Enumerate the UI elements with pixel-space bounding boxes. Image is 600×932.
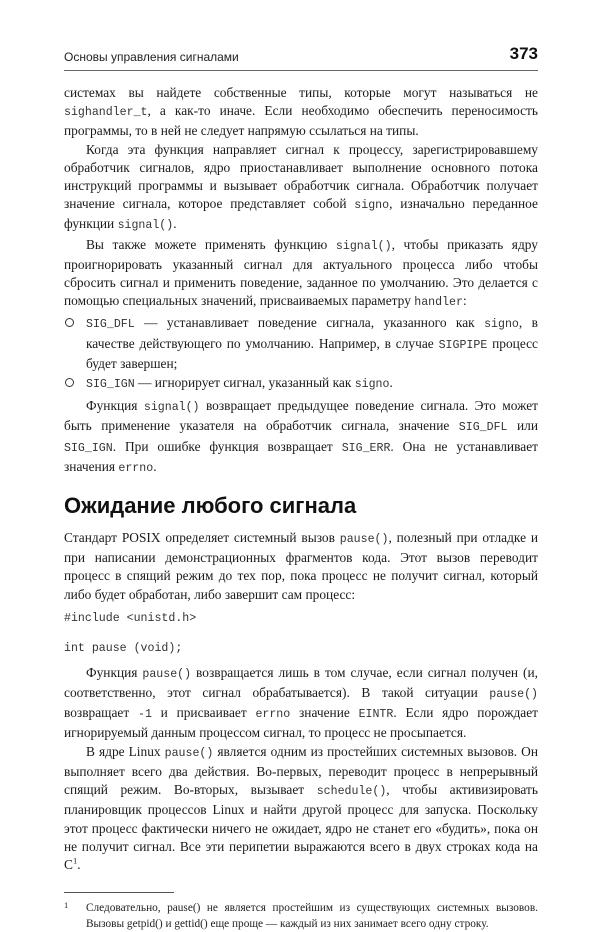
inline-code: SIGPIPE bbox=[438, 338, 488, 352]
text: . Она не устанавливает значения bbox=[64, 438, 538, 474]
text: — игнорирует сигнал, указанный как bbox=[134, 375, 355, 391]
inline-code: signo bbox=[484, 318, 519, 332]
text: Вы также можете применять функцию bbox=[86, 236, 336, 252]
text: , изначально переданное функции bbox=[64, 196, 538, 232]
paragraph-7 bbox=[64, 743, 538, 874]
text: и присваивает bbox=[151, 705, 256, 721]
inline-code: signal() bbox=[143, 401, 200, 415]
text: . Если ядро порождает игнорируемый данным процессом сигнал, то процесс не просыпается. bbox=[64, 705, 539, 741]
text: , чтобы приказать ядру проигнорировать указанный сигнал для актуального процесса либо чтобы сбросить сигнал и применить поведение, заданное по умолчанию. Это делается с помощью специальных значений, присваиваемых параметру bbox=[64, 236, 538, 309]
inline-code: signo bbox=[354, 199, 390, 213]
text: процесс будет завершен; bbox=[86, 335, 539, 371]
text: , чтобы активизировать планировщик процессов Linux и найти другой процесс для запуска. Поскольку этот процесс фактически ничего не ожидает, ядро не станет его «будить», пока он не получит сигнал. Все эти перипетии выражаются всего в двух строках кода на С bbox=[64, 782, 538, 872]
paragraph-5 bbox=[64, 529, 538, 604]
text: , в качестве действующего по умолчанию. Например, в случае bbox=[86, 315, 538, 351]
text: , полезный при отладке и при написании демонстрационных фрагментов кода. Этот вызов переводит процесс в спящий режим до тех пор, пока процесс не получит сигнал, который либо будет обработан, либо завершит сам процесс: bbox=[64, 530, 539, 602]
text: Функция bbox=[86, 664, 143, 680]
bullet-item-sig-dfl bbox=[64, 314, 538, 373]
inline-code: pause() bbox=[339, 533, 389, 547]
text: Когда эта функция направляет сигнал к процессу, зарегистрировавшему обработчик сигналов, ядро приостанавливает выполнение основного потока инструкций программы и вызывает обработчик сигнала. Обработчик получает значение сигнала, которое представляет собой bbox=[64, 141, 538, 212]
header-rule bbox=[64, 70, 538, 71]
page-number: 373 bbox=[509, 44, 538, 63]
text: возвращается лишь в том случае, если сигнал получен (и, соответственно, этот сигнал обрабатывается). В такой ситуации bbox=[64, 664, 538, 701]
text: . bbox=[389, 375, 393, 391]
text: Функция bbox=[86, 398, 144, 414]
running-title: Основы управления сигналами bbox=[64, 50, 239, 64]
inline-code: SIG_DFL bbox=[86, 318, 135, 332]
inline-code: SIG_DFL bbox=[458, 421, 508, 435]
text: . bbox=[77, 856, 81, 872]
section-heading: Ожидание любого сигнала bbox=[64, 493, 357, 519]
code-block bbox=[64, 610, 538, 658]
code-gap bbox=[64, 628, 538, 640]
circle-bullet-icon bbox=[65, 318, 74, 327]
text: Стандарт POSIX определяет системный вызов bbox=[64, 530, 340, 546]
text: , а как-то иначе. Если необходимо обеспечить переносимость программы, то в ней не следует напрямую ссылаться на типы. bbox=[64, 103, 538, 139]
text: . bbox=[153, 458, 157, 474]
inline-code: pause() bbox=[489, 688, 538, 702]
bullet-item-sig-ign bbox=[64, 374, 538, 394]
text: возвращает bbox=[64, 705, 138, 721]
text: В ядре Linux bbox=[86, 743, 165, 759]
footnote-rule bbox=[64, 892, 174, 893]
inline-code: schedule() bbox=[316, 785, 387, 799]
bullet-list bbox=[64, 314, 538, 394]
text: — устанавливает поведение сигнала, указанного как bbox=[134, 315, 485, 331]
inline-code: handler bbox=[414, 296, 463, 310]
text: является одним из простейших системных вызовов. Он выполняет всего два действия. Во-первых, переводит процесс в непрерывный спящий режим. Во-вторых, вызывает bbox=[64, 743, 538, 798]
inline-code: -1 bbox=[137, 708, 152, 722]
inline-code: signal() bbox=[117, 219, 174, 233]
footnote-text: Следовательно, pause() не является простейшим из существующих системных вызовов. Вызовы getpid() и gettid() еще проще — каждый из них занимает всего одну строку. bbox=[86, 902, 538, 930]
code-line-signature: int pause (void); bbox=[64, 641, 183, 655]
inline-code: EINTR bbox=[358, 708, 394, 722]
text: . bbox=[173, 216, 177, 232]
inline-code: SIG_ERR bbox=[341, 441, 391, 455]
text: значение bbox=[290, 705, 359, 721]
text: : bbox=[462, 293, 467, 309]
footnote bbox=[64, 901, 538, 932]
footnote-number: 1 bbox=[64, 900, 69, 911]
paragraph-6 bbox=[64, 664, 538, 743]
code-line-include: #include <unistd.h> bbox=[64, 611, 197, 625]
body-text bbox=[64, 84, 538, 932]
inline-code: errno bbox=[255, 708, 291, 722]
inline-code: signal() bbox=[335, 239, 392, 253]
inline-code: pause() bbox=[142, 667, 192, 681]
circle-bullet-icon bbox=[65, 378, 74, 387]
text: . При ошибке функция возвращает bbox=[112, 438, 342, 454]
inline-code: sighandler_t bbox=[64, 106, 148, 120]
inline-code: SIG_IGN bbox=[64, 441, 113, 455]
inline-code: SIG_IGN bbox=[86, 378, 135, 392]
inline-code: signo bbox=[354, 378, 390, 392]
inline-code: errno bbox=[118, 461, 154, 475]
text: системах вы найдете собственные типы, которые могут называться не bbox=[64, 85, 538, 100]
paragraph-1 bbox=[64, 84, 538, 141]
footnote-ref: 1 bbox=[72, 855, 78, 866]
text: возвращает предыдущее поведение сигнала. Это может быть применение указателя на обработчик сигнала, значение bbox=[64, 398, 538, 434]
paragraph-3 bbox=[64, 236, 538, 313]
paragraph-4 bbox=[64, 397, 538, 478]
text: или bbox=[507, 418, 538, 434]
paragraph-2 bbox=[64, 141, 538, 236]
inline-code: pause() bbox=[164, 746, 214, 760]
